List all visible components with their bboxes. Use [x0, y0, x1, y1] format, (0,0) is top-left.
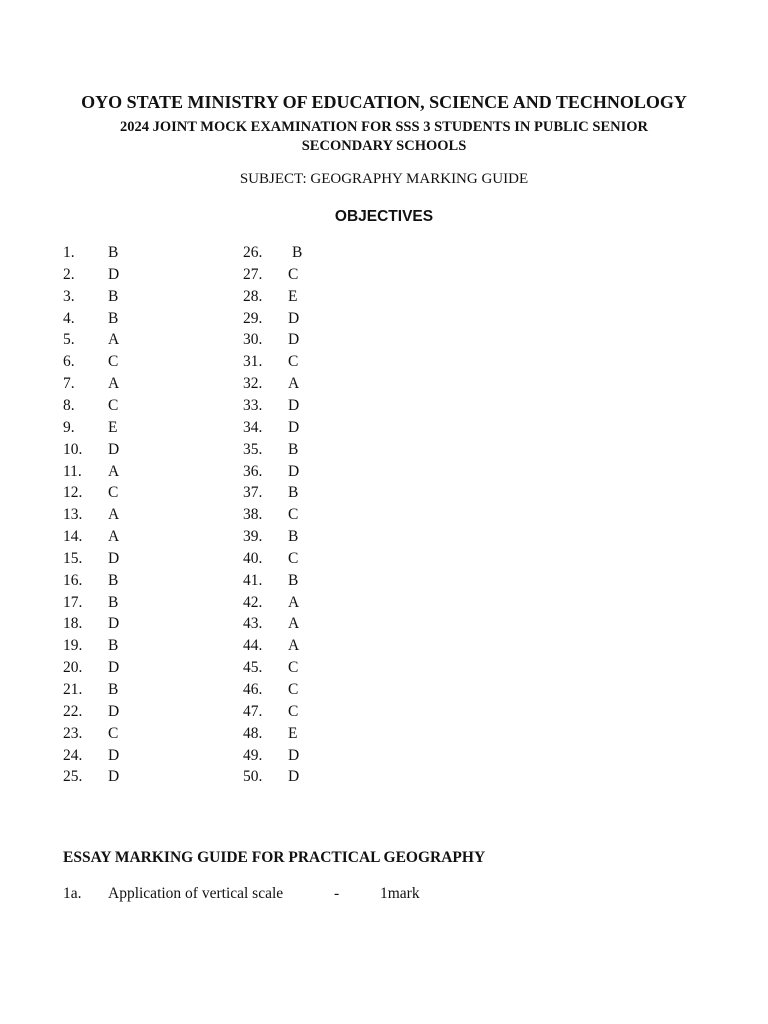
answer-letter: C [288, 506, 299, 524]
answer-letter: D [108, 265, 120, 283]
question-number: 16. [63, 571, 83, 589]
question-number: 11. [63, 462, 82, 480]
answer-row [0, 266, 768, 288]
answer-letter: D [108, 746, 120, 764]
answer-row [0, 637, 768, 659]
objectives-heading: OBJECTIVES [334, 208, 434, 225]
answer-row [0, 484, 768, 506]
question-number: 4. [63, 309, 75, 327]
question-number: 18. [63, 615, 83, 633]
question-number: 6. [63, 353, 75, 371]
answer-letter: A [108, 375, 120, 393]
question-number: 49. [243, 746, 263, 764]
question-number: 29. [243, 309, 263, 327]
answer-row [0, 659, 768, 681]
answer-letter: B [108, 571, 119, 589]
answer-letter: C [108, 396, 119, 414]
question-number: 42. [243, 593, 263, 611]
question-number: 19. [63, 637, 83, 655]
answer-row [0, 572, 768, 594]
answer-letter: D [108, 440, 120, 458]
question-number: 36. [243, 462, 263, 480]
answer-row [0, 550, 768, 572]
answer-row [0, 681, 768, 703]
question-number: 12. [63, 484, 83, 502]
answer-letter: B [108, 287, 119, 305]
question-number: 24. [63, 746, 83, 764]
question-number: 13. [63, 506, 83, 524]
answer-row [0, 768, 768, 790]
answer-row [0, 703, 768, 725]
answer-row [0, 353, 768, 375]
question-number: 10. [63, 440, 83, 458]
answer-row [0, 528, 768, 550]
answer-letter: C [108, 353, 119, 371]
answer-letter: A [288, 637, 300, 655]
answer-row [0, 244, 768, 266]
answer-letter: A [108, 528, 120, 546]
ministry-title: OYO STATE MINISTRY OF EDUCATION, SCIENCE AND TECHNOLOGY [81, 92, 687, 112]
answer-letter: C [288, 549, 299, 567]
answer-letter: C [108, 484, 119, 502]
question-number: 32. [243, 375, 263, 393]
question-number: 50. [243, 768, 263, 786]
answer-letter: A [288, 375, 300, 393]
answer-letter: B [108, 309, 119, 327]
question-number: 48. [243, 724, 263, 742]
answer-letter: D [288, 746, 300, 764]
question-number: 21. [63, 681, 83, 698]
answer-letter: B [108, 244, 119, 261]
question-number: 40. [243, 549, 263, 567]
question-number: 22. [63, 702, 83, 720]
answer-row [0, 288, 768, 310]
answer-letter: D [288, 309, 300, 327]
essay-item-mark: 1mark [380, 885, 420, 902]
answer-row [0, 747, 768, 769]
answer-letter: E [288, 724, 298, 742]
answer-letter: C [108, 724, 119, 742]
answer-letter: D [288, 418, 300, 436]
answer-letter: B [288, 440, 299, 458]
question-number: 47. [243, 702, 263, 720]
answer-letter: B [108, 637, 119, 655]
question-number: 26. [243, 244, 263, 261]
answer-letter: A [288, 593, 300, 611]
question-number: 15. [63, 549, 83, 567]
question-number: 39. [243, 528, 263, 546]
exam-title-line-2: SECONDARY SCHOOLS [301, 138, 467, 154]
answer-letter: D [288, 396, 300, 414]
question-number: 28. [243, 287, 263, 305]
answer-letter: C [288, 681, 299, 698]
question-number: 45. [243, 659, 263, 677]
answer-letter: B [288, 484, 299, 502]
answer-letter: C [288, 353, 299, 371]
answer-row [0, 310, 768, 332]
answer-letter: D [288, 462, 300, 480]
question-number: 44. [243, 637, 263, 655]
answer-letter: B [108, 593, 119, 611]
essay-item-dash: - [334, 885, 340, 902]
question-number: 35. [243, 440, 263, 458]
answer-row [0, 419, 768, 441]
question-number: 43. [243, 615, 263, 633]
answer-row [0, 506, 768, 528]
answer-letter: D [108, 549, 120, 567]
answer-letter: C [288, 265, 299, 283]
question-number: 34. [243, 418, 263, 436]
answer-row [0, 441, 768, 463]
question-number: 5. [63, 331, 75, 349]
answer-letter: B [288, 571, 299, 589]
question-number: 17. [63, 593, 83, 611]
answer-row [0, 397, 768, 419]
answer-letter: B [288, 528, 299, 546]
exam-title-line-1: 2024 JOINT MOCK EXAMINATION FOR SSS 3 STUDENTS IN PUBLIC SENIOR [120, 119, 648, 135]
answer-row [0, 331, 768, 353]
answer-letter: A [108, 506, 120, 524]
question-number: 7. [63, 375, 75, 393]
question-number: 25. [63, 768, 83, 786]
answer-letter: A [108, 331, 120, 349]
question-number: 31. [243, 353, 263, 371]
question-number: 30. [243, 331, 263, 349]
question-number: 23. [63, 724, 83, 742]
answer-letter: D [288, 331, 300, 349]
answer-letter: D [108, 768, 120, 786]
question-number: 27. [243, 265, 263, 283]
question-number: 33. [243, 396, 263, 414]
question-number: 9. [63, 418, 75, 436]
subject-line: SUBJECT: GEOGRAPHY MARKING GUIDE [239, 171, 529, 187]
question-number: 41. [243, 571, 263, 589]
question-number: 1. [63, 244, 75, 261]
answer-row [0, 594, 768, 616]
question-number: 38. [243, 506, 263, 524]
essay-item-text: Application of vertical scale [108, 885, 284, 902]
exam-title [0, 118, 768, 156]
question-number: 3. [63, 287, 75, 305]
answer-letter: E [108, 418, 118, 436]
question-number: 46. [243, 681, 263, 698]
essay-item-number: 1a. [63, 885, 82, 902]
answer-letter: D [288, 768, 300, 786]
answer-letter: D [108, 702, 120, 720]
question-number: 20. [63, 659, 83, 677]
answer-letter: B [292, 244, 303, 261]
question-number: 37. [243, 484, 263, 502]
answer-letter: B [108, 681, 119, 698]
answer-letter: C [288, 702, 299, 720]
answer-row [0, 463, 768, 485]
answer-letter: D [108, 659, 120, 677]
answer-row [0, 615, 768, 637]
answer-letter: A [108, 462, 120, 480]
answer-letter: A [288, 615, 300, 633]
essay-section-title: ESSAY MARKING GUIDE FOR PRACTICAL GEOGRAPHY [63, 849, 486, 866]
answer-row [0, 725, 768, 747]
question-number: 14. [63, 528, 83, 546]
answer-row [0, 375, 768, 397]
question-number: 2. [63, 265, 75, 283]
answer-letter: C [288, 659, 299, 677]
question-number: 8. [63, 396, 75, 414]
answer-letter: E [288, 287, 298, 305]
answer-letter: D [108, 615, 120, 633]
